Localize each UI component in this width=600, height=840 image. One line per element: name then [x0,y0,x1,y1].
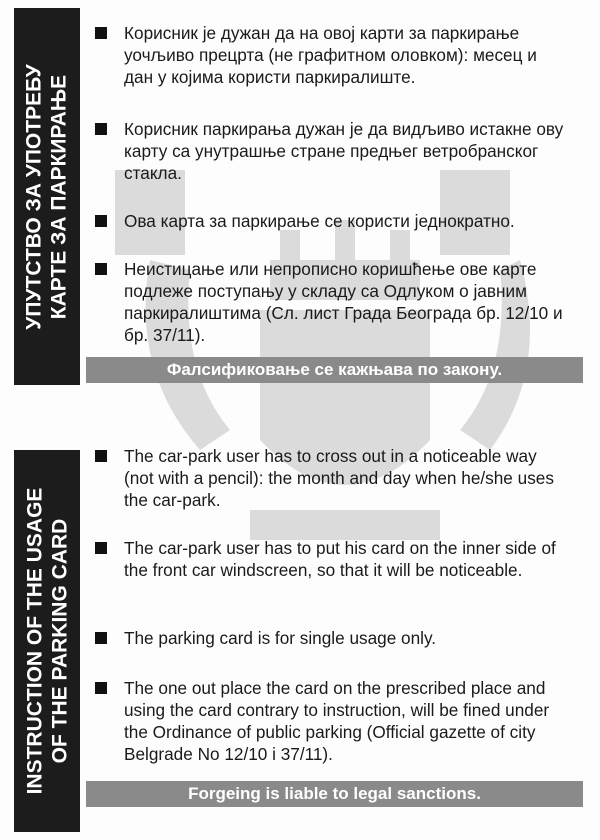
square-bullet-icon [95,123,107,135]
side-title-line: КАРТЕ ЗА ПАРКИРАЊЕ [48,74,72,319]
instruction-text: Корисник паркирања дужан је да видљиво истакне ову карту са унутрашње стране предњег ветробранског стакла. [124,119,564,183]
list-item [92,258,564,346]
list-item [92,210,564,258]
square-bullet-icon [95,542,107,554]
instructions-english [92,445,564,765]
square-bullet-icon [95,682,107,694]
instruction-text: The one out place the card on the prescribed place and using the card contrary to instruction, will be fined under the Ordinance of public parking (Official gazette of city Belgrade No 12/10 i 37/11). [124,678,550,764]
list-item [92,677,564,765]
list-item [92,445,564,537]
instruction-text: The parking card is for single usage only. [124,628,437,648]
instructions-serbian [92,22,564,346]
instruction-text: The car-park user has to cross out in a noticeable way (not with a pencil): the month and day when he/she uses the car-park. [124,446,554,510]
forgery-warning-banner: Forgeing is liable to legal sanctions. [86,781,583,807]
square-bullet-icon [95,632,107,644]
list-item [92,22,564,118]
square-bullet-icon [95,27,107,39]
side-title-line: УПУТСТВО ЗА УПОТРЕБУ [23,63,47,330]
instruction-text: Ова карта за паркирање се користи једнократно. [124,211,515,231]
instruction-text: Корисник је дужан да на овој карти за паркирање уочљиво прецрта (не графитном оловком): месец и дан у којима користи паркиралиште. [124,23,537,87]
forgery-warning-banner: Фалсификовање се кажњава по закону. [86,357,583,383]
list-item [92,118,564,210]
side-title-english [14,450,80,832]
instruction-text: Неистицање или непрописно коришћење ове карте подлеже поступању у складу са Одлуком о јавним паркиралиштима (Сл. лист Града Београда бр. 12/10 и бр. 37/11). [124,259,563,345]
list-item [92,537,564,627]
square-bullet-icon [95,263,107,275]
side-title-line: OF THE PARKING CARD [48,518,71,764]
side-title-line: INSTRUCTION OF THE USAGE [23,487,46,795]
instruction-text: The car-park user has to put his card on the inner side of the front car windscreen, so that it will be noticeable. [124,538,556,580]
square-bullet-icon [95,215,107,227]
square-bullet-icon [95,450,107,462]
side-title-serbian [14,8,80,385]
list-item [92,627,564,677]
